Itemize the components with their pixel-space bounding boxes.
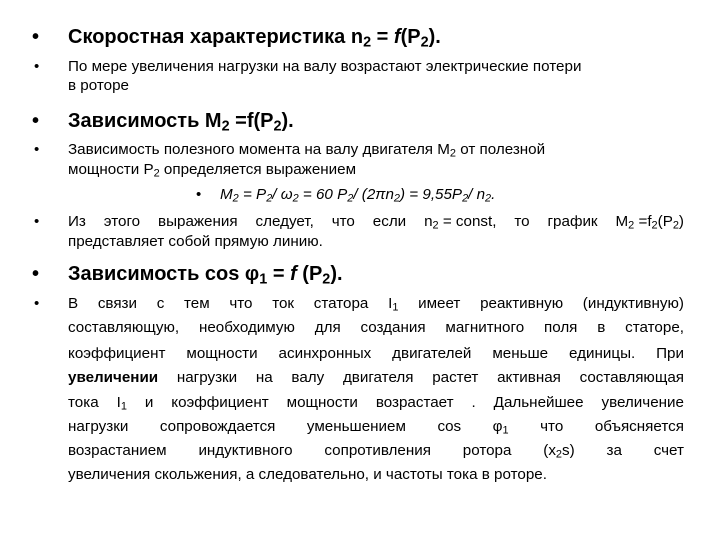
heading-text: Скоростная характеристика n: [68, 26, 364, 48]
text: мощности P: [68, 161, 154, 178]
word: составляющая: [579, 369, 684, 386]
text: I: [388, 295, 393, 312]
paragraph-line: представляет собой прямую линию.: [68, 233, 323, 250]
heading-text: ).: [281, 110, 294, 132]
word: следует,: [255, 213, 314, 230]
word: коэффициент: [171, 394, 269, 411]
heading-bullet: •: [32, 263, 40, 285]
current-symbol: [388, 295, 398, 312]
word: с: [156, 295, 165, 312]
heading-torque-dependency: [68, 110, 294, 133]
word: возрастанием: [68, 442, 167, 459]
subscript: 1: [392, 301, 399, 314]
word: При: [656, 345, 684, 362]
text: M: [220, 186, 233, 203]
text: ): [678, 213, 684, 230]
heading-speed-characteristic: [68, 26, 441, 49]
bullet: •: [34, 58, 40, 75]
word: В: [68, 295, 79, 312]
word: увеличение: [601, 394, 684, 411]
word: тем: [183, 295, 210, 312]
text: = const,: [438, 213, 497, 230]
word: статоре,: [625, 319, 684, 336]
subscript: 2: [273, 118, 282, 135]
text: Зависимость полезного момента на валу двигателя M: [68, 141, 450, 158]
graph-expression: [615, 213, 684, 230]
word: двигателей: [392, 345, 472, 362]
word: нагрузки: [68, 418, 129, 435]
text: (P: [657, 213, 673, 230]
word: и: [144, 394, 154, 411]
word: этого: [103, 213, 141, 230]
subscript: 2: [651, 219, 658, 232]
subscript: 1: [502, 424, 509, 437]
word: выражения: [158, 213, 238, 230]
word: статора: [313, 295, 369, 312]
paragraph-line-justified: [68, 442, 684, 459]
text: =f: [634, 213, 652, 230]
emphasized-word: увеличении: [68, 369, 159, 386]
reactance-symbol: [543, 442, 574, 459]
word: создания: [360, 319, 426, 336]
word: для: [314, 319, 341, 336]
heading-bullet: •: [32, 26, 40, 48]
word: необходимую: [198, 319, 295, 336]
word: составляющую,: [68, 319, 180, 336]
text: s): [562, 442, 575, 459]
text: / (2πn: [353, 186, 394, 203]
word: возрастает: [375, 394, 454, 411]
word: сопровождается: [159, 418, 276, 435]
word: то: [514, 213, 530, 230]
word: двигателя: [342, 369, 414, 386]
function-symbol: f: [290, 263, 297, 285]
text: = P: [238, 186, 267, 203]
subscript: 2: [672, 219, 679, 232]
word: мощности: [186, 345, 258, 362]
subscript: 2: [432, 219, 439, 232]
text: / n: [468, 186, 486, 203]
word: единицы.: [569, 345, 636, 362]
text: ) = 9,55P: [400, 186, 463, 203]
subscript: 2: [555, 448, 563, 461]
word: активная: [497, 369, 561, 386]
text: / ω: [272, 186, 293, 203]
phi-symbol: [493, 418, 509, 435]
subscript: 2: [363, 34, 372, 51]
subscript: 2: [232, 192, 239, 205]
bullet: •: [34, 213, 40, 230]
word: индуктивного: [198, 442, 293, 459]
word: реактивную: [480, 295, 564, 312]
word: имеет: [418, 295, 461, 312]
paragraph-line: [68, 161, 356, 178]
paragraph-line-justified: [68, 418, 684, 435]
bullet: •: [196, 186, 202, 203]
text: (x: [543, 442, 556, 459]
word: мощности: [286, 394, 358, 411]
word: что: [331, 213, 355, 230]
function-symbol: f: [393, 26, 401, 48]
torque-formula: [220, 186, 495, 203]
word: ротора: [462, 442, 512, 459]
subscript: 2: [322, 271, 331, 288]
text: n: [424, 213, 433, 230]
word: валу: [291, 369, 325, 386]
word: (индуктивную): [582, 295, 684, 312]
word: поля: [543, 319, 578, 336]
subscript: 1: [259, 271, 268, 288]
paragraph-line: [68, 141, 545, 158]
word: что: [229, 295, 253, 312]
text: M: [615, 213, 629, 230]
word: счет: [653, 442, 684, 459]
word: уменьшением: [306, 418, 406, 435]
subscript: 2: [485, 192, 492, 205]
paragraph-line-justified: [68, 295, 684, 312]
subscript: 2: [292, 192, 299, 205]
heading-power-factor-dependency: [68, 263, 343, 286]
paragraph-line: По мере увеличения нагрузки на валу возрастают электрические потери: [68, 58, 582, 75]
text: определяется выражением: [159, 161, 357, 178]
word: cos: [437, 418, 462, 435]
word: .: [471, 394, 476, 411]
word: меньше: [492, 345, 549, 362]
subscript: 2: [221, 118, 230, 135]
word: Дальнейшее: [493, 394, 584, 411]
word: магнитного: [445, 319, 525, 336]
paragraph-line-justified: [68, 319, 684, 336]
text: I: [116, 394, 121, 411]
subscript: 1: [120, 400, 127, 413]
word: связи: [97, 295, 137, 312]
word: на: [255, 369, 273, 386]
paragraph-line: увеличения скольжения, а следовательно, и частоты тока в роторе.: [68, 466, 547, 483]
bullet: •: [34, 141, 40, 158]
word: Из: [68, 213, 86, 230]
heading-text: =: [267, 263, 291, 285]
paragraph-line-justified: [68, 394, 684, 411]
text: .: [491, 186, 496, 203]
word: в: [597, 319, 606, 336]
word: нагрузки: [176, 369, 238, 386]
text: = 60 P: [298, 186, 348, 203]
heading-text: ).: [330, 263, 343, 285]
paragraph-line: в роторе: [68, 77, 129, 94]
word: график: [547, 213, 598, 230]
paragraph-line-justified: [68, 369, 684, 386]
heading-text: Зависимость M: [68, 110, 222, 132]
current-symbol: [117, 394, 127, 411]
subscript: 2: [393, 192, 400, 205]
paragraph-line-justified: [68, 345, 684, 362]
subscript: 2: [449, 147, 456, 160]
paragraph-line-justified: [68, 213, 684, 230]
subscript: 2: [266, 192, 273, 205]
word: что: [540, 418, 564, 435]
heading-text: =: [371, 26, 394, 48]
word: объясняется: [594, 418, 684, 435]
word: растет: [432, 369, 479, 386]
bullet: •: [34, 295, 40, 312]
word: тока: [68, 394, 99, 411]
word: за: [606, 442, 622, 459]
text: от полезной: [456, 141, 546, 158]
word: коэффициент: [68, 345, 166, 362]
word: сопротивления: [324, 442, 431, 459]
heading-text: (P: [400, 26, 421, 48]
word: асинхронных: [278, 345, 372, 362]
subscript: 2: [628, 219, 635, 232]
subscript: 2: [347, 192, 354, 205]
word: если: [372, 213, 407, 230]
text: φ: [492, 418, 503, 435]
subscript: 2: [420, 34, 429, 51]
word: ток: [272, 295, 295, 312]
heading-text: (P: [296, 263, 323, 285]
heading-text: Зависимость cos φ: [68, 263, 260, 285]
heading-text: ).: [428, 26, 441, 48]
const-expression: [424, 213, 496, 230]
heading-text: =f(P: [229, 110, 274, 132]
subscript: 2: [153, 167, 160, 180]
subscript: 2: [462, 192, 469, 205]
heading-bullet: •: [32, 110, 40, 132]
